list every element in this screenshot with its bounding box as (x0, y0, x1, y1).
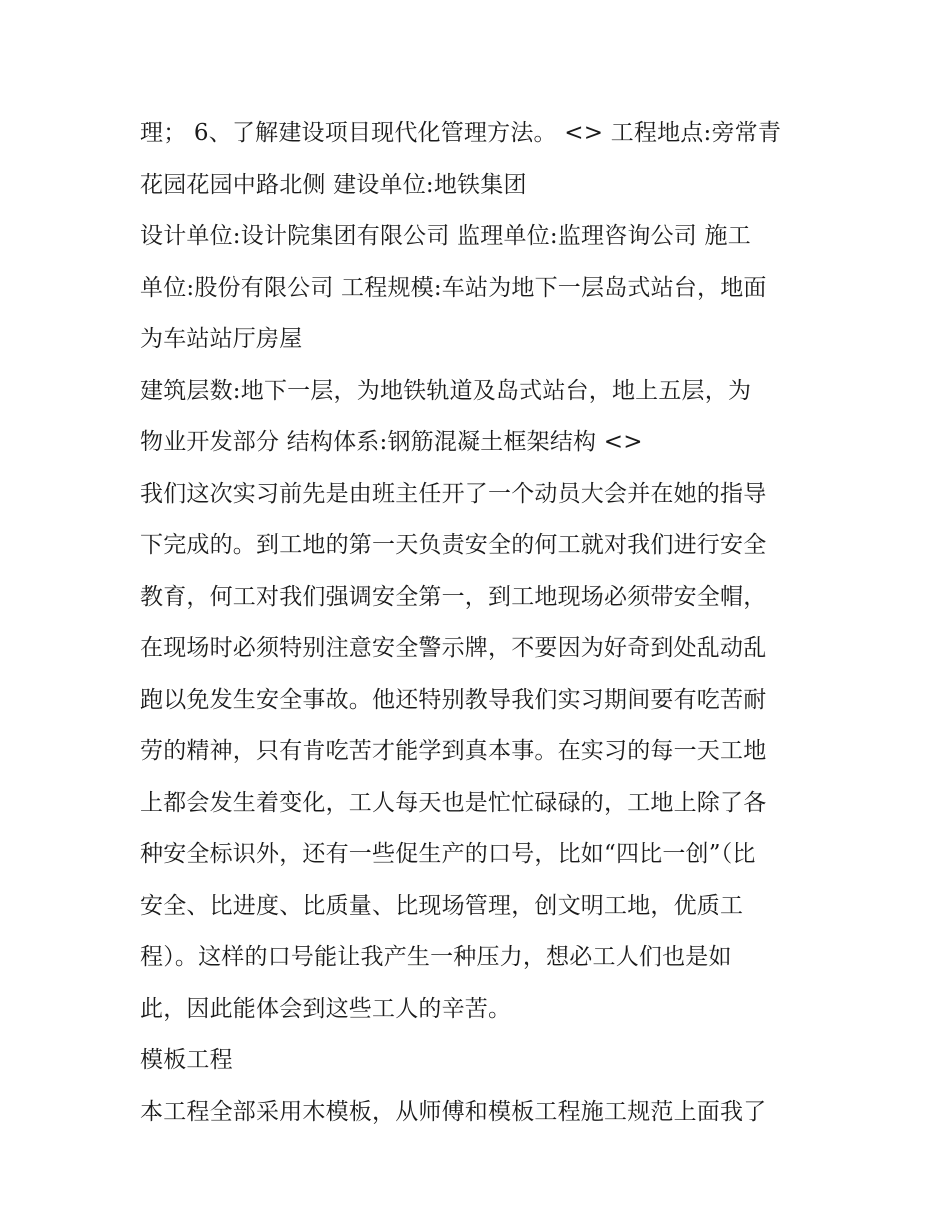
text-line: 我们这次实习前先是由班主任开了一个动员大会并在她的指导 (140, 480, 767, 507)
text-line: 为车站站厅房屋 (140, 326, 303, 352)
text-line: 上都会发生着变化，工人每天也是忙忙碌碌的，工地上除了各 (140, 789, 767, 816)
text-line: 单位:股份有限公司 工程规模:车站为地下一层岛式站台，地面 (140, 274, 767, 301)
text-line: 此，因此能体会到这些工人的辛苦。 (140, 995, 512, 1022)
text-line: 教育，何工对我们强调安全第一，到工地现场必须带安全帽， (140, 583, 767, 610)
section-heading: 模板工程 (140, 1047, 233, 1073)
text-line: 物业开发部分 结构体系:钢筋混凝土框架结构 <> (140, 429, 643, 455)
text-line: 下完成的。到工地的第一天负责安全的何工就对我们进行安全 (140, 532, 767, 558)
text-line: 建筑层数:地下一层，为地铁轨道及岛式站台，地上五层，为 (140, 377, 752, 404)
text-line: 安全、比进度、比质量、比现场管理，创文明工地，优质工 (140, 892, 744, 919)
text-line: 本工程全部采用木模板，从师傅和模板工程施工规范上面我了 (140, 1098, 767, 1125)
text-line: 设计单位:设计院集团有限公司 监理单位:监理咨询公司 施工 (140, 223, 751, 249)
text-line: 跑以免发生安全事故。他还特别教导我们实习期间要有吃苦耐 (140, 686, 767, 713)
text-line: 劳的精神，只有肯吃苦才能学到真本事。在实习的每一天工地 (140, 738, 767, 764)
text-line: 种安全标识外，还有一些促生产的口号，比如“四比一创”（比 (140, 841, 756, 867)
text-line: 在现场时必须特别注意安全警示牌，不要因为好奇到处乱动乱 (140, 635, 767, 661)
text-line: 理； 6、了解建设项目现代化管理方法。 <> 工程地点:旁常青 (140, 120, 782, 146)
document-page (140, 108, 820, 1138)
text-line: 程）。这样的口号能让我产生一种压力，想必工人们也是如 (140, 944, 732, 970)
text-line: 花园花园中路北侧 建设单位:地铁集团 (140, 171, 527, 198)
